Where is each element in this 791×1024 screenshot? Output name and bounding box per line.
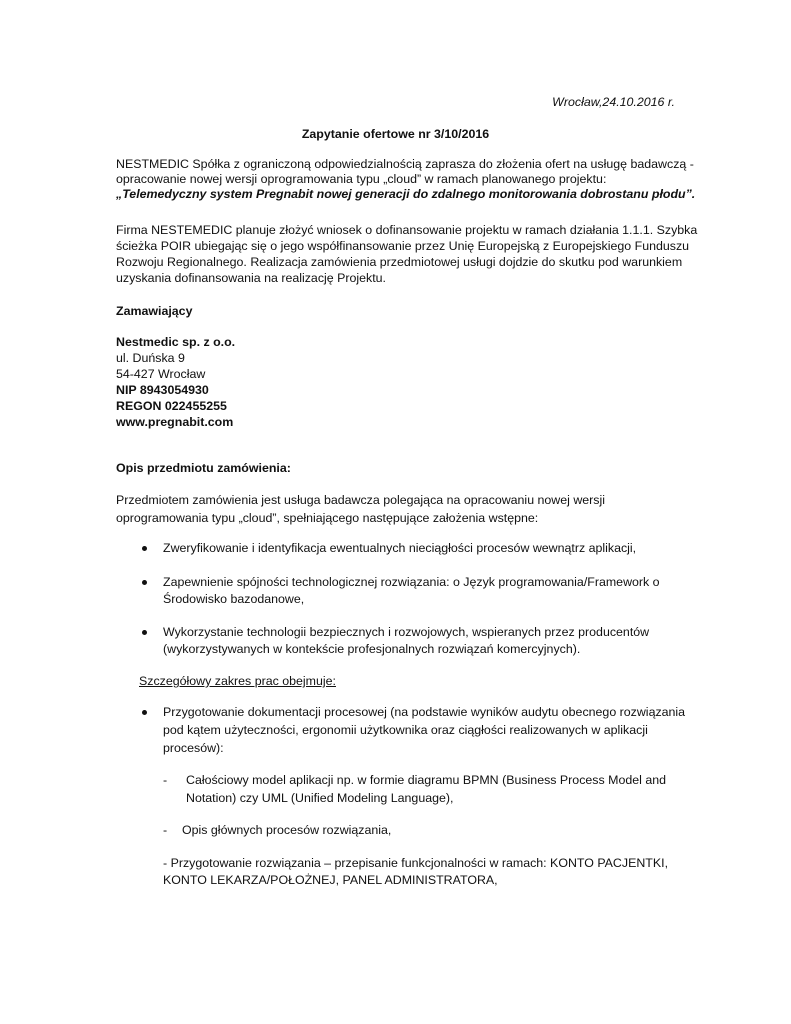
bullet-icon xyxy=(142,580,147,585)
document-date: Wrocław,24.10.2016 r. xyxy=(552,95,675,109)
scope-heading: Szczegółowy zakres prac obejmuje: xyxy=(139,674,336,688)
assumption-3-line-2: (wykorzystywanych w kontekście profesjonalnych rozwiązań komercyjnych). xyxy=(163,642,581,656)
bullet-icon xyxy=(142,710,147,715)
dash-marker: - xyxy=(163,823,168,837)
funding-line-1: Firma NESTEMEDIC planuje złożyć wniosek o dofinansowanie projektu w ramach działania 1.1.1. Szybka xyxy=(116,223,698,237)
description-line-2: oprogramowania typu „cloud”, spełniającego następujące założenia wstępne: xyxy=(116,511,539,525)
intro-line-2: opracowanie nowej wersji oprogramowania typu „cloud” w ramach planowanego projektu: xyxy=(116,172,607,186)
company-website: www.pregnabit.com xyxy=(116,415,234,429)
company-regon: REGON 022455255 xyxy=(116,399,227,413)
assumption-2-line-2: Środowisko bazodanowe, xyxy=(163,592,305,606)
company-city: 54-427 Wrocław xyxy=(116,367,206,381)
description-heading: Opis przedmiotu zamówienia: xyxy=(116,461,291,475)
funding-line-2: ścieżka POIR ubiegając się o jego współfinansowanie przez Unię Europejską z Europejskiego Funduszu xyxy=(116,239,690,253)
scope-sub-1-line-1: Całościowy model aplikacji np. w formie diagramu BPMN (Business Process Model and xyxy=(186,773,666,787)
assumption-2-line-1: Zapewnienie spójności technologicznej rozwiązania: o Język programowania/Framework o xyxy=(163,575,660,589)
bullet-icon xyxy=(142,546,147,551)
scope-sub-3-line-2: KONTO LEKARZA/POŁOŻNEJ, PANEL ADMINISTRATORA, xyxy=(163,873,498,887)
scope-sub-3-line-1: - Przygotowanie rozwiązania – przepisanie funkcjonalności w ramach: KONTO PACJENTKI, xyxy=(163,856,669,870)
document-title: Zapytanie ofertowe nr 3/10/2016 xyxy=(301,127,490,141)
company-name: Nestmedic sp. z o.o. xyxy=(116,335,236,349)
scope-item-1-line-2: pod kątem użyteczności, ergonomii użytkownika oraz ciągłości realizowanych w aplikacji xyxy=(163,723,648,737)
dash-marker: - xyxy=(163,773,168,787)
company-nip: NIP 8943054930 xyxy=(116,383,209,397)
contracting-heading: Zamawiający xyxy=(116,304,193,318)
description-line-1: Przedmiotem zamówienia jest usługa badawcza polegająca na opracowaniu nowej wersji xyxy=(116,493,606,507)
scope-item-1-line-1: Przygotowanie dokumentacji procesowej (na podstawie wyników audytu obecnego rozwiązania xyxy=(163,705,686,719)
scope-sub-2-line-1: Opis głównych procesów rozwiązania, xyxy=(182,823,392,837)
scope-sub-1-line-2: Notation) czy UML (Unified Modeling Language), xyxy=(186,791,454,805)
assumption-3-line-1: Wykorzystanie technologii bezpiecznych i rozwojowych, wspieranych przez producentów xyxy=(163,625,650,639)
intro-line-1: NESTMEDIC Spółka z ograniczoną odpowiedzialnością zaprasza do złożenia ofert na usługę badawczą - xyxy=(116,157,694,171)
scope-item-1-line-3: procesów): xyxy=(163,741,224,755)
funding-line-3: Rozwoju Regionalnego. Realizacja zamówienia przedmiotowej usługi dojdzie do skutku pod warunkiem xyxy=(116,255,683,269)
project-title: „Telemedyczny system Pregnabit nowej generacji do zdalnego monitorowania dobrostanu płodu”. xyxy=(116,187,696,201)
assumption-1-line-1: Zweryfikowanie i identyfikacja ewentualnych nieciągłości procesów wewnątrz aplikacji, xyxy=(163,541,637,555)
funding-line-4: uzyskania dofinansowania na realizację Projektu. xyxy=(116,271,386,285)
company-street: ul. Duńska 9 xyxy=(116,351,185,365)
bullet-icon xyxy=(142,630,147,635)
